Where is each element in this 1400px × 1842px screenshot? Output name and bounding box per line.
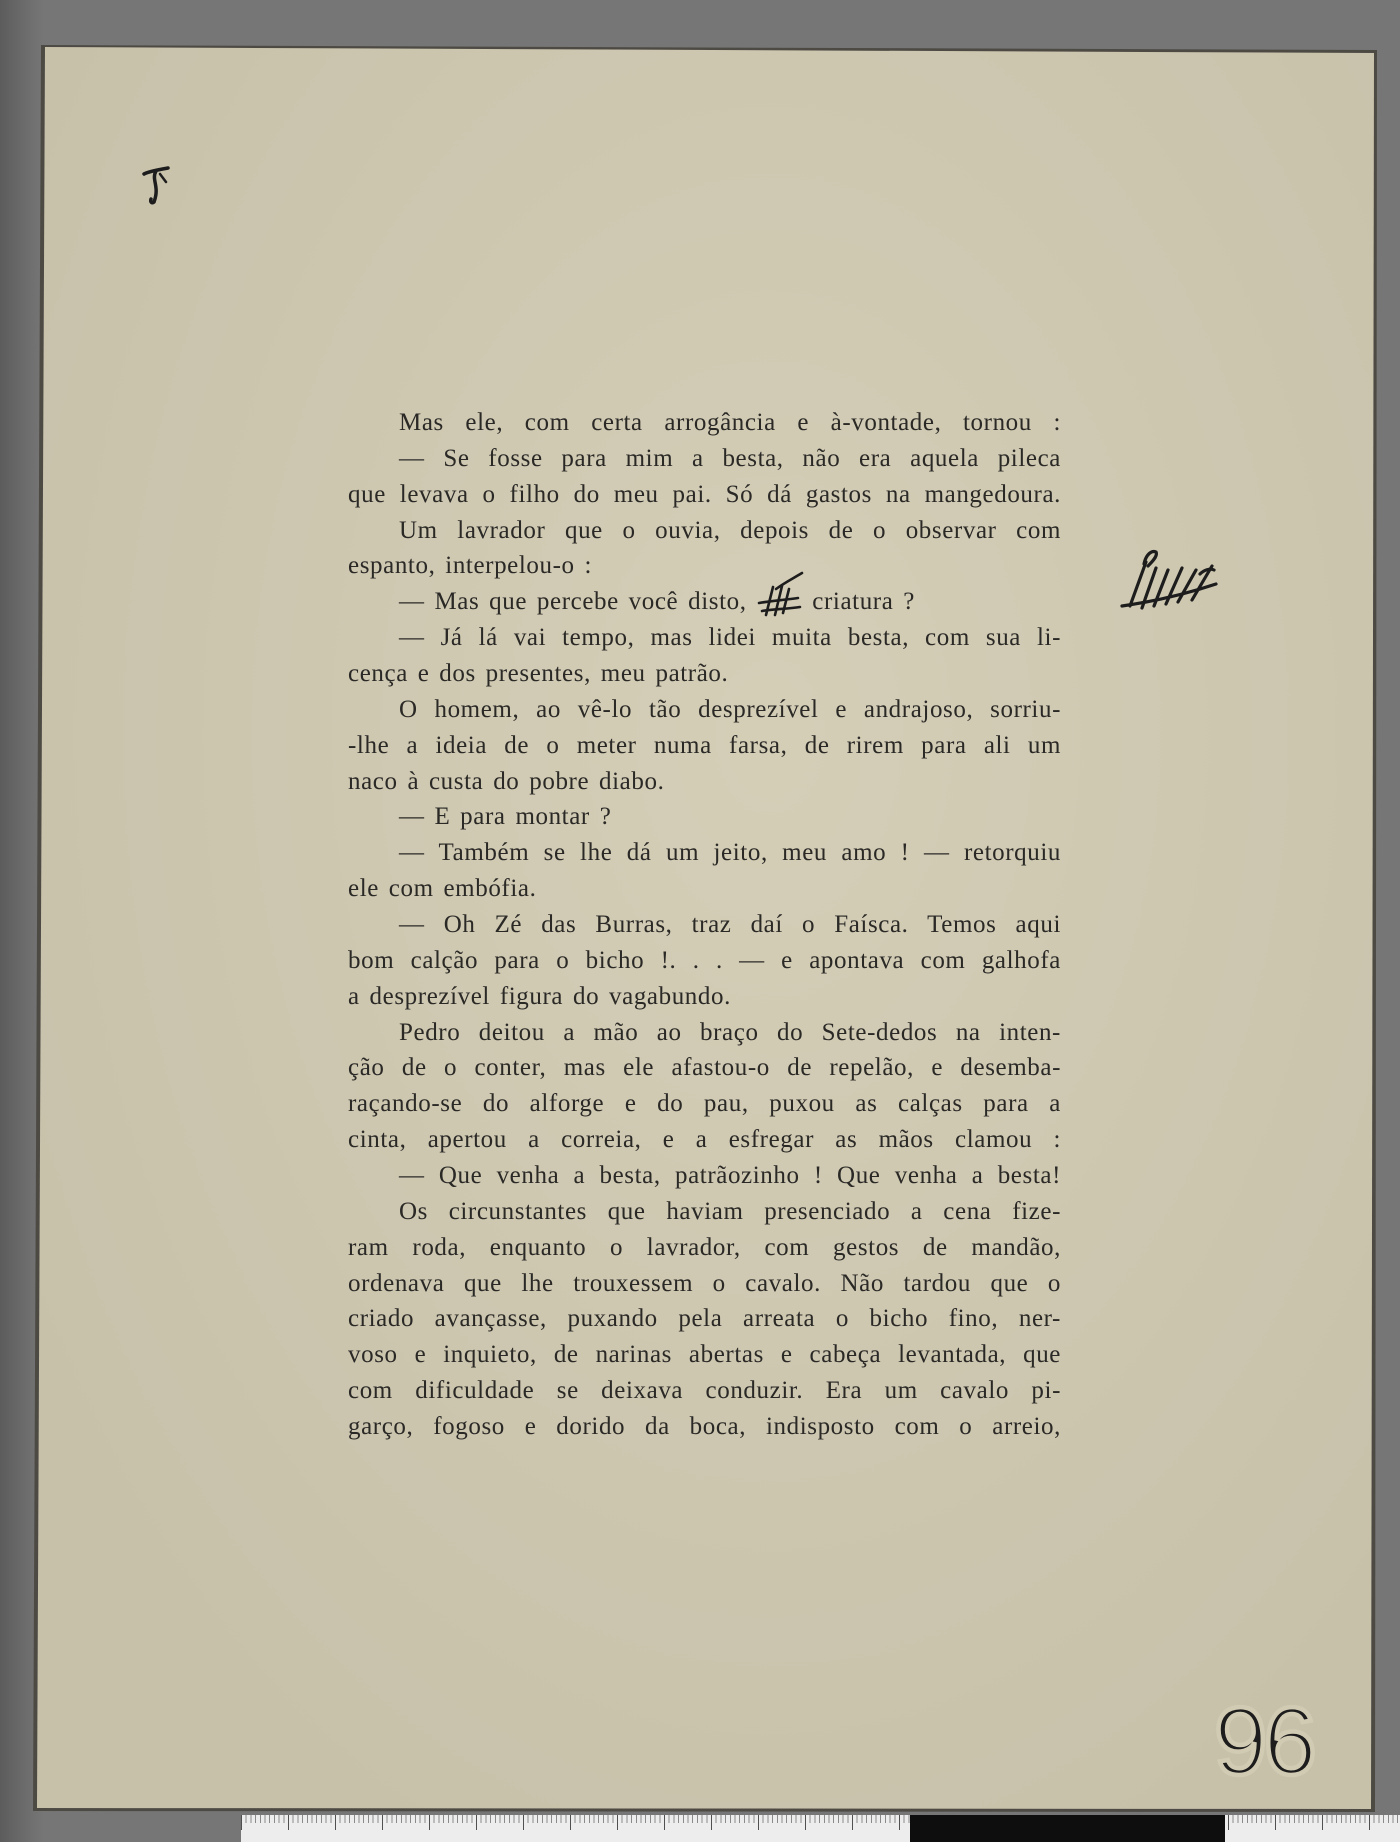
text-line: — E para montar ? — [399, 803, 612, 831]
text-line: — Se fosse para mim a besta, não era aquela pileca — [399, 444, 1061, 472]
scale-ruler — [241, 1815, 1400, 1842]
text-line: ordenava que lhe trouxessem o cavalo. Não tardou que o — [348, 1269, 1061, 1297]
text-line: que levava o filho do meu pai. Só dá gastos na mangedoura. — [348, 480, 1061, 508]
text-line: Um lavrador que o ouvia, depois de o observar com — [399, 516, 1061, 544]
paragraph — [348, 799, 1061, 835]
text-fragment: — Mas que percebe você disto, — [399, 588, 747, 616]
text-line: -lhe a ideia de o meter numa farsa, de rirem para ali um — [348, 731, 1061, 759]
scale-ruler-black-segment — [910, 1815, 1225, 1842]
text-line: — Oh Zé das Burras, traz daí o Faísca. Temos aqui — [399, 911, 1061, 939]
paragraph — [348, 405, 1061, 441]
text-line: O homem, ao vê-lo tão desprezível e andrajoso, sorriu- — [399, 695, 1061, 723]
paragraph — [348, 1015, 1061, 1158]
text-line: Mas ele, com certa arrogância e à-vontade, tornou : — [399, 409, 1061, 436]
text-line: raçando-se do alforge e do pau, puxou as calças para a — [348, 1090, 1061, 1118]
text-line: cença e dos presentes, meu patrão. — [348, 660, 729, 688]
paragraph — [348, 835, 1061, 907]
text-line: — Também se lhe dá um jeito, meu amo ! — retorquiu — [399, 839, 1061, 867]
paragraph — [348, 584, 1061, 620]
ink-mark — [136, 162, 176, 208]
text-line: espanto, interpelou-o : — [348, 552, 593, 580]
text-line: — Que venha a besta, patrãozinho ! Que venha a besta! — [399, 1162, 1061, 1190]
text-line: voso e inquieto, de narinas abertas e cabeça levantada, que — [348, 1341, 1061, 1369]
text-line: ele com embófia. — [348, 875, 537, 903]
paragraph — [348, 620, 1061, 692]
paragraph — [348, 1158, 1061, 1194]
text-line: Os circunstantes que haviam presenciado a cena fize- — [399, 1197, 1061, 1225]
strikeout-scribble — [756, 585, 802, 615]
paragraph — [348, 692, 1061, 800]
text-line: com dificuldade se deixava conduzir. Era um cavalo pi- — [348, 1377, 1061, 1405]
paragraph — [348, 907, 1061, 1015]
text-line: a desprezível figura do vagabundo. — [348, 982, 731, 1010]
text-line: ram roda, enquanto o lavrador, com gestos de mandão, — [348, 1233, 1061, 1261]
body-text — [348, 405, 1061, 1445]
text-line: criado avançasse, puxando pela arreata o bicho fino, ner- — [348, 1305, 1061, 1333]
text-fragment: criatura ? — [812, 588, 915, 616]
paragraph — [348, 441, 1061, 513]
text-line: cinta, apertou a correia, e a esfregar as mãos clamou : — [348, 1126, 1061, 1154]
handwritten-page-number — [1208, 1688, 1328, 1795]
text-line: naco à custa do pobre diabo. — [348, 767, 665, 795]
text-line: Pedro deitou a mão ao braço do Sete-dedos na inten- — [399, 1018, 1061, 1046]
pen-scribble — [1116, 544, 1220, 616]
text-line: ção de o conter, mas ele afastou-o de repelão, e desemba- — [348, 1054, 1061, 1082]
text-line: — Já lá vai tempo, mas lidei muita besta, com sua li- — [399, 624, 1061, 652]
paragraph — [348, 513, 1061, 585]
paragraph — [348, 1194, 1061, 1445]
page-number-text: 96 — [1214, 1688, 1313, 1795]
text-line — [348, 584, 1061, 620]
text-line: bom calção para o bicho !. . . — e apontava com galhofa — [348, 946, 1061, 974]
text-line: garço, fogoso e dorido da boca, indisposto com o arreio, — [348, 1413, 1061, 1441]
